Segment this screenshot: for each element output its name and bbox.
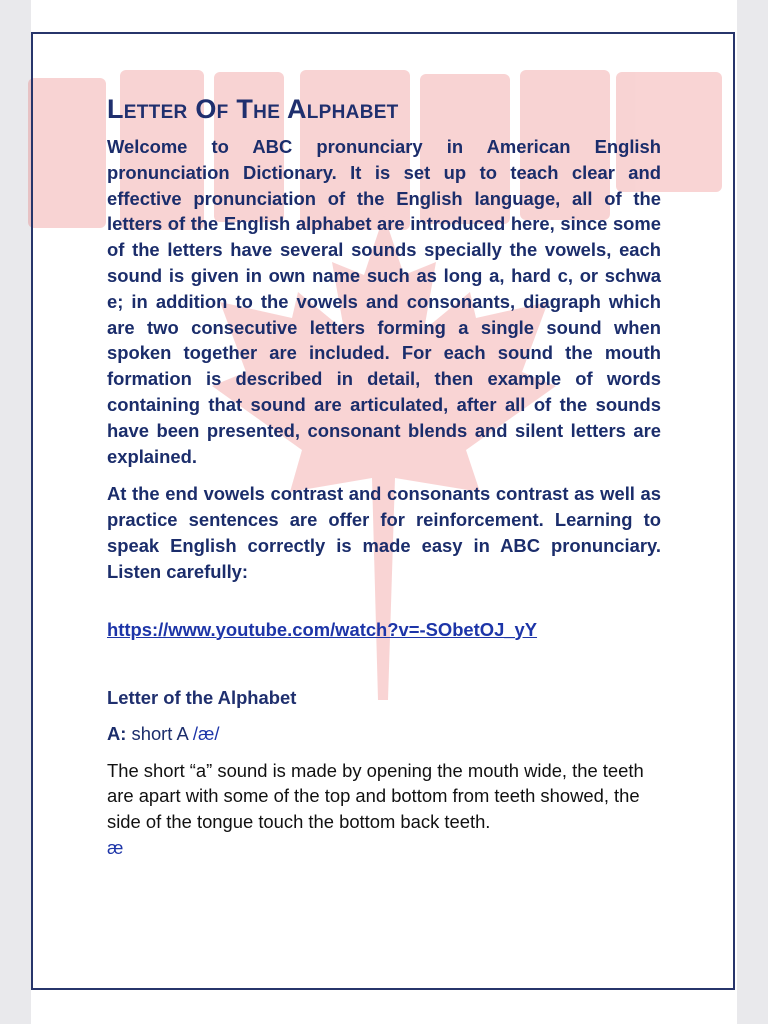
section-subheading: Letter of the Alphabet bbox=[107, 686, 297, 708]
intro-paragraph: Welcome to ABC pronunciary in American English pronunciation Dictionary. It is set up to teach clear and effective pronunciation of the English language, all of the letters of the English alphabet are introduced here, since some of the letters have several sounds specially the vowels, each sound is given in own name such as long a, hard c, or schwa e; in addition to the vowels and consonants, diagraph which are two consecutive letters forming a single sound when spoken together are included. For each sound the mouth formation is described in detail, then example of words containing that sound are articulated, after all of the sounds have been presented, consonant blends and silent letters are explained. bbox=[107, 136, 661, 467]
second-paragraph: At the end vowels contrast and consonants contrast as well as practice sentences are offer for reinforcement. Learning to speak English correctly is made easy in ABC pronunciary. Listen carefully: bbox=[107, 483, 661, 582]
letter-sound: short A bbox=[131, 722, 188, 744]
sound-description: The short “a” sound is made by opening the mouth wide, the teeth are apart with some of the top and bottom from teeth showed, the side of the tongue touch the bottom back teeth. bbox=[107, 759, 644, 833]
document-content bbox=[107, 92, 661, 860]
youtube-link[interactable]: https://www.youtube.com/watch?v=-SObetOJ_yY bbox=[107, 618, 538, 640]
letter-label: A: bbox=[107, 722, 127, 744]
ae-glyph: æ bbox=[107, 836, 124, 858]
page-title: Letter Of The Alphabet bbox=[107, 94, 399, 124]
ipa-symbol: /æ/ bbox=[192, 722, 220, 744]
letter-entry bbox=[107, 723, 661, 745]
